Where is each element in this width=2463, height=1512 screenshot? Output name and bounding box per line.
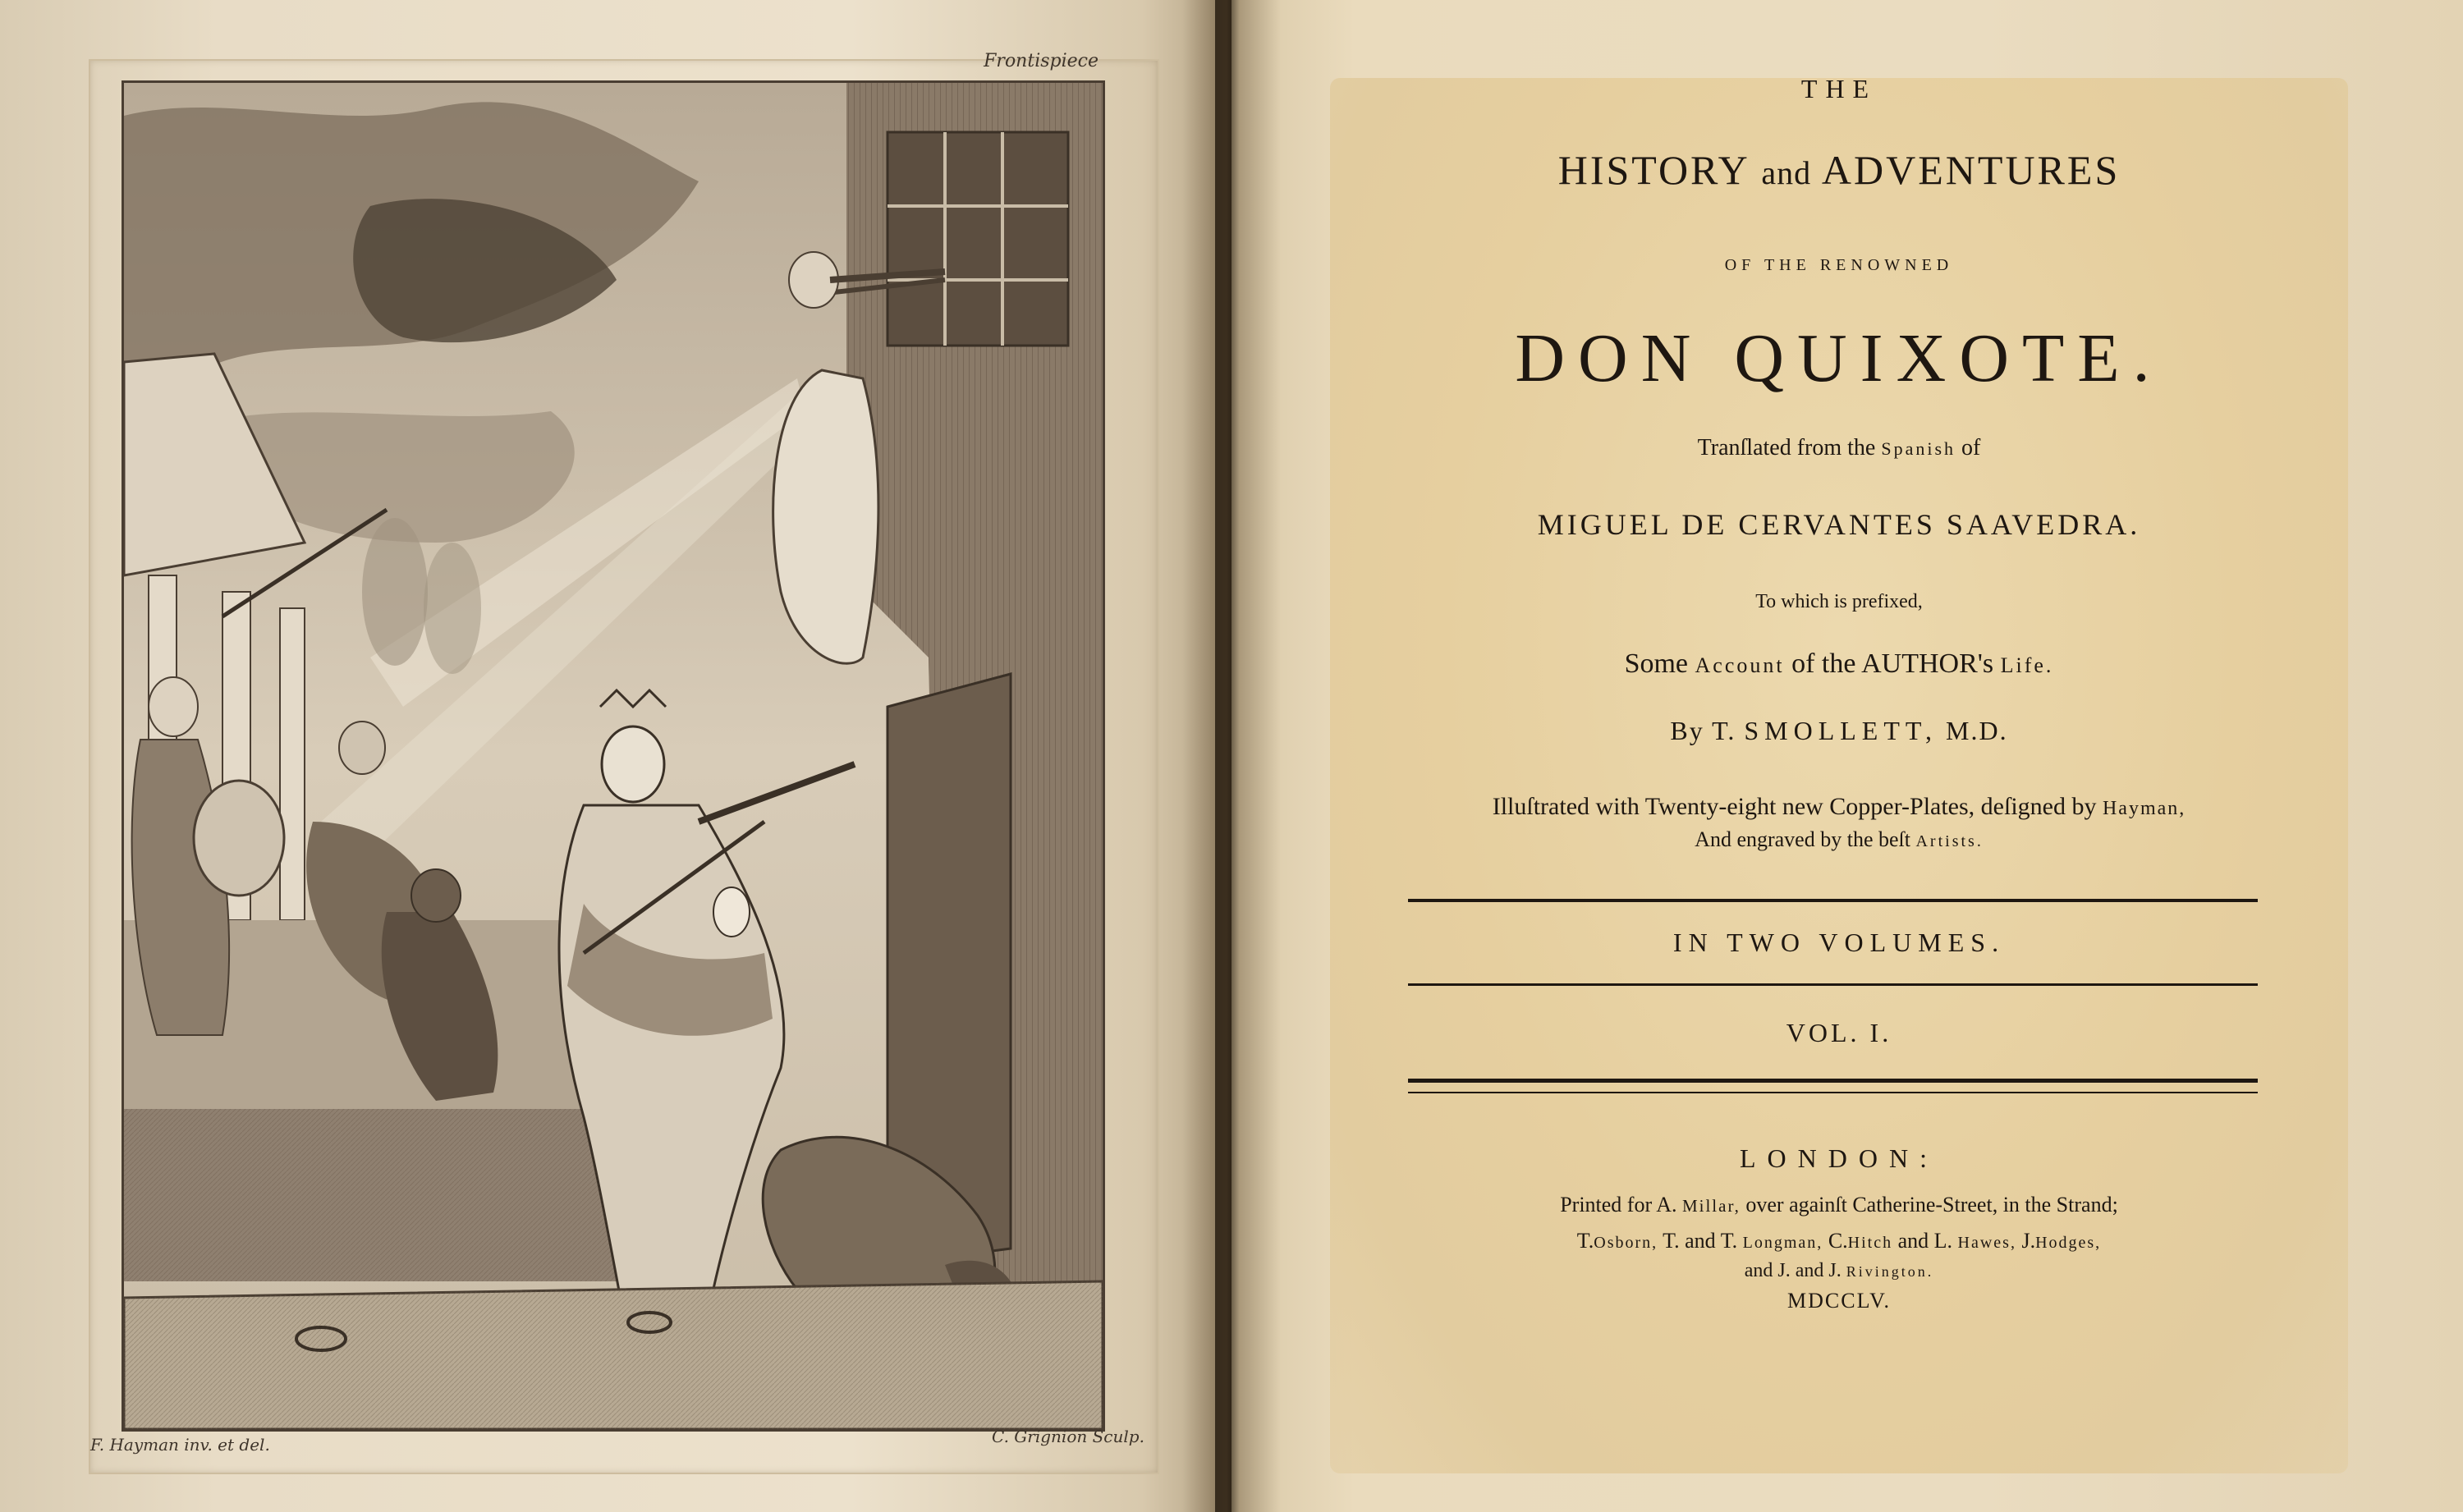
initial: C. <box>1828 1229 1848 1253</box>
by-text: By T. <box>1670 716 1736 745</box>
history-word: HISTORY <box>1557 147 1749 193</box>
theatrical-mask <box>713 887 750 937</box>
account-line <box>1346 648 2332 680</box>
adventures-word: ADVENTURES <box>1821 147 2121 193</box>
fleeing-figure-head <box>339 722 385 774</box>
illustrated-line <box>1346 793 2332 821</box>
translated-line <box>1346 435 2332 461</box>
rivington-name: Rivington. <box>1846 1263 1934 1280</box>
imprint-printed-line <box>1346 1193 2332 1217</box>
turbaned-figure-head <box>411 869 461 922</box>
imprint-rivington-line <box>1346 1260 2332 1282</box>
initial: and L. <box>1897 1229 1953 1253</box>
engraved-text: And engraved by the beſt <box>1695 827 1910 851</box>
millar-name: Millar, <box>1681 1196 1741 1216</box>
initial: T. <box>1576 1229 1594 1253</box>
book-gutter <box>1182 0 1281 1512</box>
volume-number: VOL. I. <box>1786 1018 1892 1047</box>
background-figure <box>424 543 481 674</box>
heroine-head <box>602 726 664 802</box>
title-page-text <box>1346 0 2332 1512</box>
of-the-renowned: OF THE RENOWNED <box>1724 256 1954 274</box>
life-word: Life. <box>2000 653 2054 677</box>
initials: and J. and J. <box>1744 1260 1842 1281</box>
engraved-line <box>1346 827 2332 852</box>
hayman-name: Hayman, <box>2102 798 2186 819</box>
double-rule-thin <box>1408 1092 2258 1093</box>
hitch-name: Hitch <box>1847 1234 1893 1252</box>
printed-for-text: Printed for A. <box>1560 1193 1677 1216</box>
spanish-word: Spanish <box>1881 438 1956 459</box>
address-text: over againſt Catherine-Street, in the Strand; <box>1745 1193 2118 1216</box>
imprint-city: LONDON: <box>1740 1143 1938 1173</box>
of-word: of <box>1961 435 1981 460</box>
tower-window <box>888 132 1068 346</box>
translator-line <box>1346 716 2332 746</box>
initials: T. and T. <box>1663 1229 1738 1253</box>
author-name: MIGUEL DE CERVANTES SAAVEDRA. <box>1537 508 2141 541</box>
volumes-line: IN TWO VOLUMES. <box>1672 928 2006 957</box>
imprint-date: MDCCLV. <box>1787 1289 1891 1313</box>
left-page <box>0 0 1215 1512</box>
rule <box>1408 983 2258 986</box>
md-text: M.D. <box>1946 716 2008 745</box>
some-word: Some <box>1624 648 1689 679</box>
initial: J. <box>2021 1229 2036 1253</box>
translated-text: Tranſlated from the <box>1697 435 1876 460</box>
book-title: DON QUIXOTE. <box>1515 320 2163 396</box>
longman-name: Longman, <box>1742 1234 1823 1252</box>
rule <box>1408 899 2258 902</box>
artists-word: Artists. <box>1915 832 1984 850</box>
minerva-shield <box>194 781 284 896</box>
engraving-credit-designer: F. Hayman inv. et del. <box>90 1435 270 1455</box>
double-rule-thick <box>1408 1079 2258 1083</box>
frontispiece-engraving <box>122 80 1105 1432</box>
osborn-name: Osborn, <box>1594 1234 1658 1252</box>
title-the: THE <box>1800 74 1878 103</box>
river-hatching <box>124 1101 649 1281</box>
platform-hatching <box>124 1281 1103 1429</box>
prefixed-line: To which is prefixed, <box>1755 591 1923 612</box>
account-word: Account <box>1695 653 1785 677</box>
illustrated-text: Illuſtrated with Twenty-eight new Copper-Plates, deſigned by <box>1492 793 2097 820</box>
temple-column <box>280 608 305 920</box>
imprint-booksellers-line <box>1346 1229 2332 1253</box>
minerva-head <box>149 677 198 736</box>
engraving-credit-engraver: C. Grignion Sculp. <box>992 1427 1144 1446</box>
hawes-name: Hawes, <box>1957 1234 2016 1252</box>
translator-name: SMOLLETT, <box>1744 716 1938 745</box>
of-the-author-text: of the AUTHOR's <box>1791 648 1994 679</box>
engraving-illustration <box>124 83 1103 1429</box>
and-word: and <box>1761 154 1812 191</box>
title-history-line <box>1346 146 2332 194</box>
frontispiece-label: Frontispiece <box>984 51 1098 71</box>
hodges-name: Hodges, <box>2035 1234 2102 1252</box>
background-figure <box>362 518 428 666</box>
